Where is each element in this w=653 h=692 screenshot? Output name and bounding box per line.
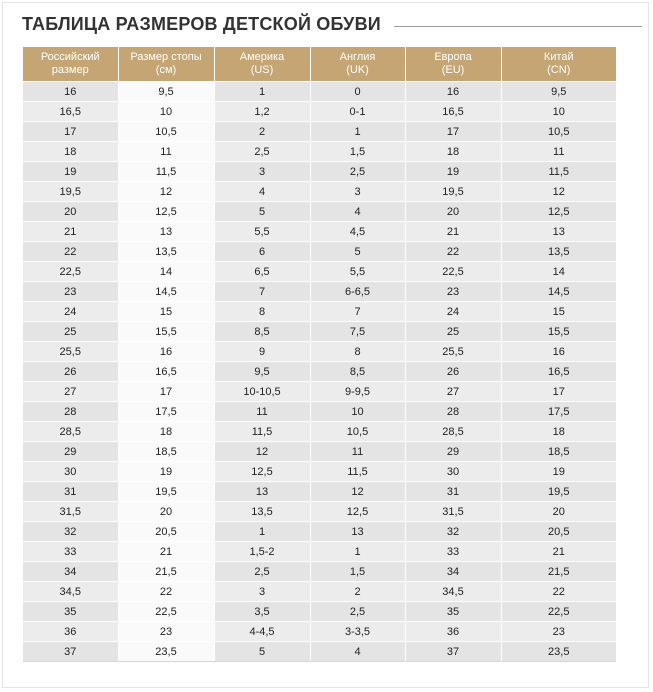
table-cell: 35 <box>405 602 501 622</box>
table-cell: 2 <box>310 582 405 602</box>
table-cell: 31 <box>405 482 501 502</box>
header-line: (EU) <box>441 64 465 76</box>
table-cell: 13 <box>310 522 405 542</box>
table-cell: 14,5 <box>501 282 616 302</box>
table-row <box>23 382 616 402</box>
table-row <box>23 402 616 422</box>
table-cell: 20,5 <box>118 522 214 542</box>
table-cell: 9,5 <box>118 82 214 102</box>
table-cell: 17 <box>118 382 214 402</box>
table-body <box>23 82 616 662</box>
table-cell: 36 <box>23 622 118 642</box>
header-line: Англия <box>339 51 376 63</box>
table-cell: 34 <box>23 562 118 582</box>
table-cell: 30 <box>23 462 118 482</box>
table-cell: 8 <box>214 302 310 322</box>
table-cell: 3-3,5 <box>310 622 405 642</box>
table-cell: 1 <box>310 122 405 142</box>
table-row <box>23 482 616 502</box>
table-cell: 31,5 <box>405 502 501 522</box>
table-cell: 1,5-2 <box>214 542 310 562</box>
table-cell: 16,5 <box>118 362 214 382</box>
table-cell: 23 <box>118 622 214 642</box>
table-cell: 4 <box>310 202 405 222</box>
table-cell: 20 <box>501 502 616 522</box>
table-cell: 11,5 <box>214 422 310 442</box>
table-row <box>23 642 616 662</box>
table-cell: 2 <box>214 122 310 142</box>
table-cell: 19,5 <box>23 182 118 202</box>
table-cell: 10 <box>310 402 405 422</box>
header-line: (CN) <box>547 64 571 76</box>
table-cell: 21 <box>23 222 118 242</box>
table-cell: 23 <box>23 282 118 302</box>
table-cell: 18 <box>118 422 214 442</box>
table-cell: 14 <box>118 262 214 282</box>
table-cell: 13,5 <box>118 242 214 262</box>
table-cell: 1,2 <box>214 102 310 122</box>
table-cell: 12,5 <box>214 462 310 482</box>
table-cell: 24 <box>23 302 118 322</box>
table-cell: 27 <box>23 382 118 402</box>
table-cell: 26 <box>405 362 501 382</box>
table-cell: 9-9,5 <box>310 382 405 402</box>
table-cell: 10 <box>118 102 214 122</box>
header-line: (US) <box>250 64 274 76</box>
table-cell: 34,5 <box>23 582 118 602</box>
table-cell: 25 <box>23 322 118 342</box>
table-cell: 31,5 <box>23 502 118 522</box>
table-cell: 2,5 <box>214 142 310 162</box>
table-cell: 23,5 <box>118 642 214 662</box>
table-cell: 17,5 <box>501 402 616 422</box>
table-cell: 8,5 <box>214 322 310 342</box>
table-cell: 1,5 <box>310 562 405 582</box>
table-cell: 28 <box>405 402 501 422</box>
table-cell: 33 <box>405 542 501 562</box>
table-cell: 37 <box>405 642 501 662</box>
header-line: Китай <box>543 51 574 63</box>
table-cell: 5 <box>310 242 405 262</box>
table-cell: 12,5 <box>118 202 214 222</box>
table-cell: 2,5 <box>310 602 405 622</box>
table-cell: 32 <box>23 522 118 542</box>
table-cell: 19 <box>118 462 214 482</box>
table-row <box>23 282 616 302</box>
table-cell: 26 <box>23 362 118 382</box>
table-cell: 21,5 <box>501 562 616 582</box>
table-cell: 15,5 <box>501 322 616 342</box>
table-cell: 32 <box>405 522 501 542</box>
table-cell: 22 <box>405 242 501 262</box>
table-cell: 11 <box>310 442 405 462</box>
table-row <box>23 222 616 242</box>
table-cell: 18,5 <box>118 442 214 462</box>
table-cell: 12 <box>118 182 214 202</box>
table-cell: 22,5 <box>118 602 214 622</box>
title-divider <box>394 26 642 27</box>
table-cell: 16,5 <box>501 362 616 382</box>
table-cell: 1 <box>214 82 310 102</box>
table-cell: 11 <box>501 142 616 162</box>
table-cell: 19,5 <box>405 182 501 202</box>
table-row <box>23 262 616 282</box>
header-line: (см) <box>155 64 177 76</box>
table-cell: 4 <box>214 182 310 202</box>
table-cell: 34,5 <box>405 582 501 602</box>
table-cell: 2,5 <box>310 162 405 182</box>
table-cell: 30 <box>405 462 501 482</box>
table-cell: 23 <box>405 282 501 302</box>
table-cell: 12 <box>501 182 616 202</box>
header-uk <box>310 47 405 82</box>
table-cell: 11 <box>118 142 214 162</box>
table-cell: 10,5 <box>501 122 616 142</box>
table-cell: 22 <box>23 242 118 262</box>
header-eu <box>405 47 501 82</box>
table-cell: 34 <box>405 562 501 582</box>
table-cell: 27 <box>405 382 501 402</box>
table-cell: 19,5 <box>501 482 616 502</box>
table-cell: 7 <box>214 282 310 302</box>
table-cell: 17,5 <box>118 402 214 422</box>
table-row <box>23 202 616 222</box>
table-cell: 28,5 <box>23 422 118 442</box>
table-cell: 11,5 <box>501 162 616 182</box>
page-title: ТАБЛИЦА РАЗМЕРОВ ДЕТСКОЙ ОБУВИ <box>22 14 381 34</box>
table-cell: 16 <box>405 82 501 102</box>
table-row <box>23 462 616 482</box>
table-row <box>23 142 616 162</box>
table-row <box>23 582 616 602</box>
table-cell: 15 <box>501 302 616 322</box>
table-cell: 20,5 <box>501 522 616 542</box>
header-line: (UK) <box>346 64 369 76</box>
table-row <box>23 542 616 562</box>
table-cell: 12,5 <box>501 202 616 222</box>
header-line: размер <box>51 64 89 76</box>
table-row <box>23 122 616 142</box>
table-cell: 16 <box>501 342 616 362</box>
table-row <box>23 602 616 622</box>
table-cell: 16 <box>23 82 118 102</box>
table-cell: 22,5 <box>23 262 118 282</box>
table-cell: 5,5 <box>214 222 310 242</box>
table-cell: 10-10,5 <box>214 382 310 402</box>
table-cell: 24 <box>405 302 501 322</box>
header-line: Америка <box>239 51 285 63</box>
table-cell: 18 <box>23 142 118 162</box>
table-cell: 6-6,5 <box>310 282 405 302</box>
table-row <box>23 342 616 362</box>
table-cell: 22 <box>118 582 214 602</box>
table-cell: 18 <box>405 142 501 162</box>
table-cell: 3 <box>310 182 405 202</box>
table-cell: 8,5 <box>310 362 405 382</box>
table-row <box>23 502 616 522</box>
table-cell: 1 <box>214 522 310 542</box>
table-cell: 17 <box>501 382 616 402</box>
table-cell: 37 <box>23 642 118 662</box>
table-cell: 11,5 <box>310 462 405 482</box>
table-cell: 12 <box>310 482 405 502</box>
header-foot-length <box>118 47 214 82</box>
table-cell: 25 <box>405 322 501 342</box>
table-cell: 16 <box>118 342 214 362</box>
table-row <box>23 422 616 442</box>
table-cell: 2,5 <box>214 562 310 582</box>
header-cn <box>501 47 616 82</box>
table-cell: 33 <box>23 542 118 562</box>
table-cell: 19 <box>23 162 118 182</box>
table-cell: 0 <box>310 82 405 102</box>
table-cell: 19,5 <box>118 482 214 502</box>
table-cell: 15 <box>118 302 214 322</box>
table-cell: 12 <box>214 442 310 462</box>
table-row <box>23 362 616 382</box>
header-us <box>214 47 310 82</box>
table-row <box>23 242 616 262</box>
table-cell: 6,5 <box>214 262 310 282</box>
table-row <box>23 162 616 182</box>
table-cell: 18,5 <box>501 442 616 462</box>
table-row <box>23 102 616 122</box>
table-cell: 14,5 <box>118 282 214 302</box>
table-cell: 10,5 <box>118 122 214 142</box>
table-cell: 21,5 <box>118 562 214 582</box>
table-row <box>23 182 616 202</box>
header-line: Европа <box>434 51 472 63</box>
table-row <box>23 562 616 582</box>
table-cell: 1 <box>310 542 405 562</box>
table-cell: 22 <box>501 582 616 602</box>
title-row <box>22 14 642 38</box>
table-cell: 1,5 <box>310 142 405 162</box>
table-cell: 22,5 <box>501 602 616 622</box>
table-cell: 21 <box>405 222 501 242</box>
table-cell: 21 <box>118 542 214 562</box>
table-cell: 25,5 <box>23 342 118 362</box>
table-cell: 29 <box>23 442 118 462</box>
table-cell: 3 <box>214 162 310 182</box>
table-cell: 17 <box>405 122 501 142</box>
table-cell: 20 <box>118 502 214 522</box>
table-cell: 16,5 <box>23 102 118 122</box>
table-cell: 28,5 <box>405 422 501 442</box>
table-cell: 10,5 <box>310 422 405 442</box>
table-cell: 4-4,5 <box>214 622 310 642</box>
table-cell: 25,5 <box>405 342 501 362</box>
table-cell: 20 <box>23 202 118 222</box>
table-cell: 9,5 <box>501 82 616 102</box>
table-cell: 5,5 <box>310 262 405 282</box>
table-row <box>23 522 616 542</box>
table-row <box>23 442 616 462</box>
table-cell: 35 <box>23 602 118 622</box>
table-cell: 11 <box>214 402 310 422</box>
header-ru-size <box>23 47 118 82</box>
table-cell: 20 <box>405 202 501 222</box>
table-cell: 6 <box>214 242 310 262</box>
table-cell: 29 <box>405 442 501 462</box>
table-cell: 13,5 <box>214 502 310 522</box>
table-cell: 18 <box>501 422 616 442</box>
size-table <box>23 47 616 662</box>
table-cell: 8 <box>310 342 405 362</box>
table-cell: 19 <box>405 162 501 182</box>
table-row <box>23 82 616 102</box>
table-cell: 14 <box>501 262 616 282</box>
table-row <box>23 302 616 322</box>
table-cell: 28 <box>23 402 118 422</box>
table-cell: 11,5 <box>118 162 214 182</box>
table-row <box>23 622 616 642</box>
table-cell: 3 <box>214 582 310 602</box>
table-cell: 36 <box>405 622 501 642</box>
table-cell: 7 <box>310 302 405 322</box>
table-cell: 19 <box>501 462 616 482</box>
table-row <box>23 322 616 342</box>
table-cell: 13 <box>214 482 310 502</box>
table-cell: 23,5 <box>501 642 616 662</box>
table-cell: 9 <box>214 342 310 362</box>
header-line: Размер стопы <box>130 51 202 63</box>
table-cell: 4 <box>310 642 405 662</box>
table-cell: 21 <box>501 542 616 562</box>
table-cell: 10 <box>501 102 616 122</box>
table-cell: 13 <box>501 222 616 242</box>
table-cell: 23 <box>501 622 616 642</box>
table-cell: 0-1 <box>310 102 405 122</box>
table-cell: 15,5 <box>118 322 214 342</box>
table-cell: 12,5 <box>310 502 405 522</box>
header-line: Российский <box>40 51 100 63</box>
table-header-row <box>23 47 616 82</box>
table-cell: 7,5 <box>310 322 405 342</box>
table-cell: 13,5 <box>501 242 616 262</box>
table-cell: 5 <box>214 642 310 662</box>
table-cell: 4,5 <box>310 222 405 242</box>
table-cell: 22,5 <box>405 262 501 282</box>
table-cell: 17 <box>23 122 118 142</box>
table-cell: 9,5 <box>214 362 310 382</box>
table-cell: 3,5 <box>214 602 310 622</box>
table-cell: 13 <box>118 222 214 242</box>
table-cell: 31 <box>23 482 118 502</box>
table-cell: 5 <box>214 202 310 222</box>
table-cell: 16,5 <box>405 102 501 122</box>
